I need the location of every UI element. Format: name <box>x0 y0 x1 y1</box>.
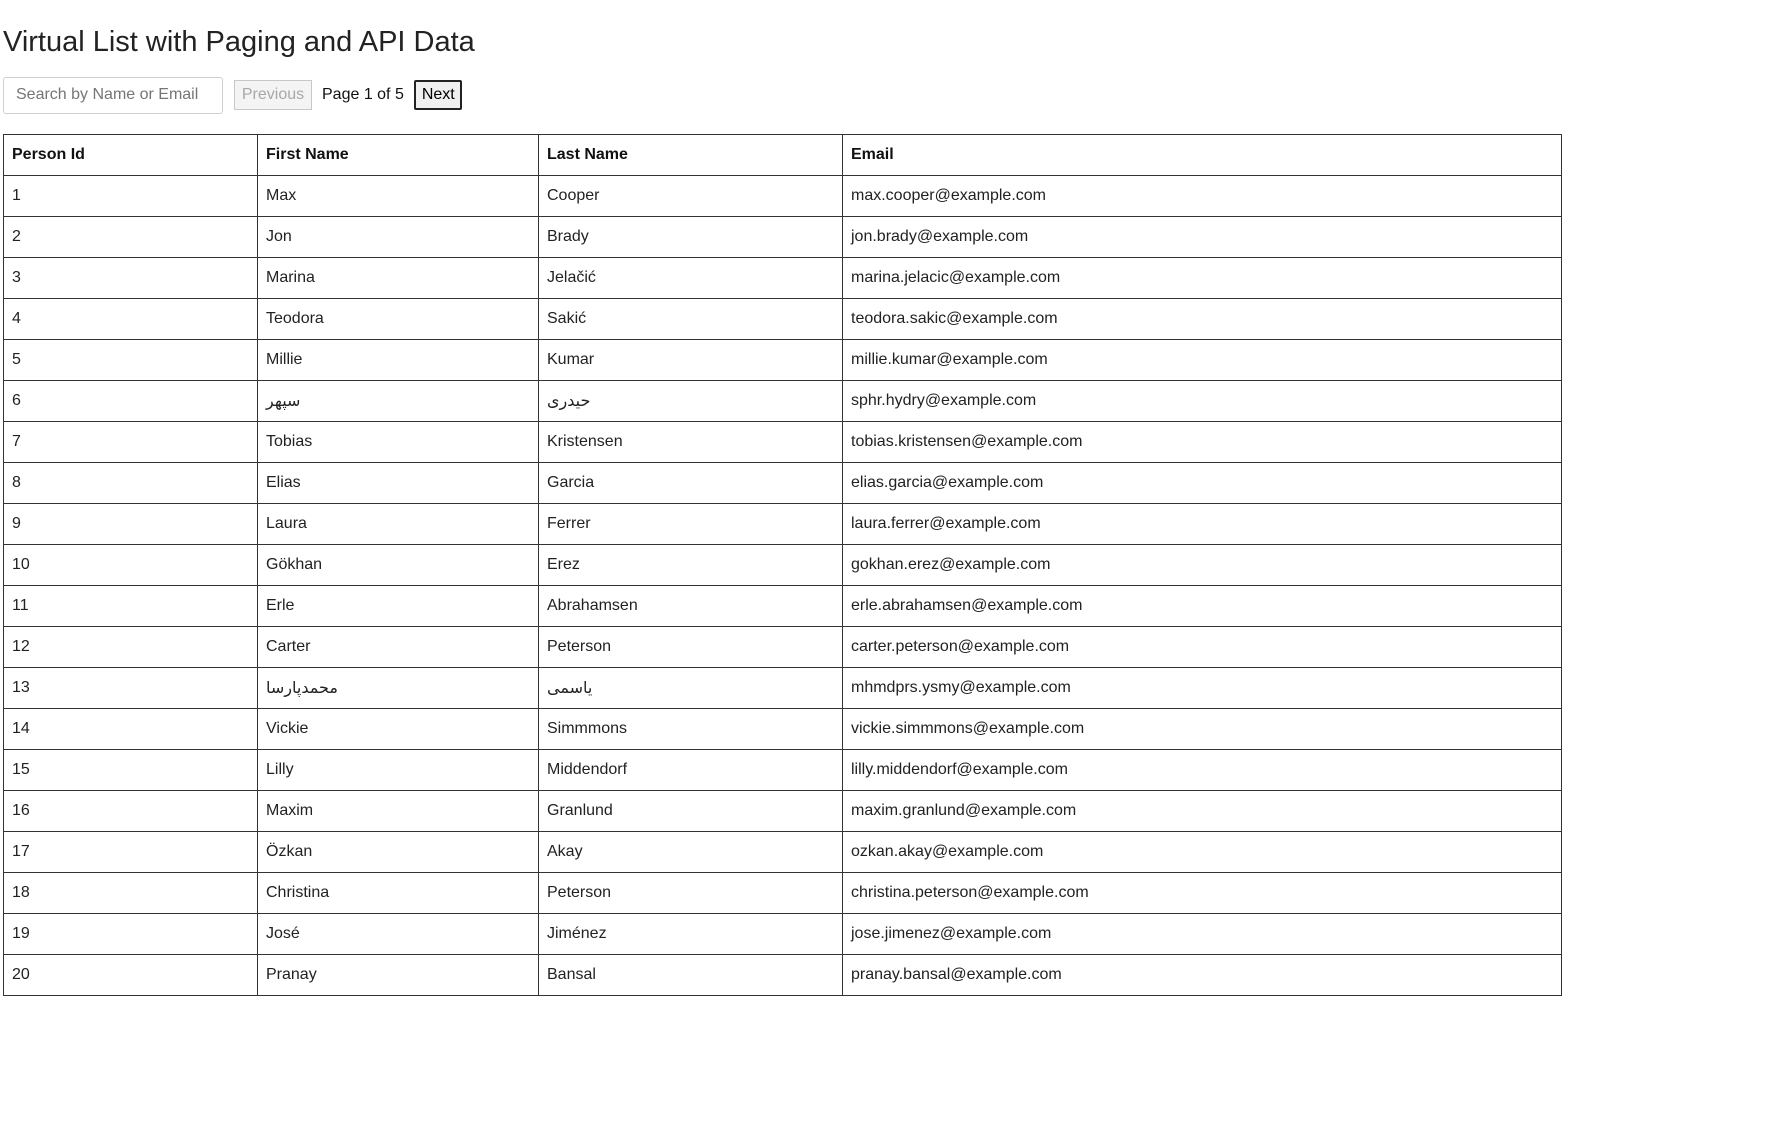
cell-email: laura.ferrer@example.com <box>843 504 1562 545</box>
cell-email: tobias.kristensen@example.com <box>843 422 1562 463</box>
cell-last-name: Kristensen <box>539 422 843 463</box>
table-header-row <box>4 135 1562 176</box>
column-header-first-name: First Name <box>258 135 539 176</box>
cell-first-name: Gökhan <box>258 545 539 586</box>
cell-person-id: 18 <box>4 873 258 914</box>
table-row <box>4 586 1562 627</box>
cell-first-name: Christina <box>258 873 539 914</box>
cell-person-id: 14 <box>4 709 258 750</box>
cell-person-id: 19 <box>4 914 258 955</box>
cell-last-name: Bansal <box>539 955 843 996</box>
table-row <box>4 258 1562 299</box>
table-row <box>4 750 1562 791</box>
cell-last-name: Sakić <box>539 299 843 340</box>
table-row <box>4 504 1562 545</box>
cell-last-name: حیدری <box>539 381 843 422</box>
cell-email: carter.peterson@example.com <box>843 627 1562 668</box>
column-header-last-name: Last Name <box>539 135 843 176</box>
cell-person-id: 16 <box>4 791 258 832</box>
cell-last-name: Brady <box>539 217 843 258</box>
table-body <box>4 176 1562 996</box>
cell-first-name: Pranay <box>258 955 539 996</box>
previous-button[interactable]: Previous <box>234 80 312 110</box>
cell-person-id: 2 <box>4 217 258 258</box>
table-row <box>4 463 1562 504</box>
cell-first-name: Erle <box>258 586 539 627</box>
cell-person-id: 20 <box>4 955 258 996</box>
cell-first-name: Teodora <box>258 299 539 340</box>
cell-last-name: Jiménez <box>539 914 843 955</box>
cell-person-id: 17 <box>4 832 258 873</box>
table-row <box>4 709 1562 750</box>
cell-first-name: Lilly <box>258 750 539 791</box>
cell-person-id: 11 <box>4 586 258 627</box>
cell-last-name: Kumar <box>539 340 843 381</box>
cell-last-name: Peterson <box>539 627 843 668</box>
table-row <box>4 873 1562 914</box>
cell-first-name: Elias <box>258 463 539 504</box>
cell-email: vickie.simmmons@example.com <box>843 709 1562 750</box>
cell-email: teodora.sakic@example.com <box>843 299 1562 340</box>
column-header-person-id: Person Id <box>4 135 258 176</box>
cell-email: millie.kumar@example.com <box>843 340 1562 381</box>
cell-person-id: 6 <box>4 381 258 422</box>
cell-person-id: 15 <box>4 750 258 791</box>
cell-first-name: Özkan <box>258 832 539 873</box>
cell-last-name: Peterson <box>539 873 843 914</box>
cell-first-name: Carter <box>258 627 539 668</box>
cell-last-name: Granlund <box>539 791 843 832</box>
cell-first-name: Marina <box>258 258 539 299</box>
table-row <box>4 299 1562 340</box>
cell-email: elias.garcia@example.com <box>843 463 1562 504</box>
people-table <box>3 134 1562 996</box>
cell-first-name: Millie <box>258 340 539 381</box>
cell-first-name: Max <box>258 176 539 217</box>
cell-first-name: Tobias <box>258 422 539 463</box>
cell-email: maxim.granlund@example.com <box>843 791 1562 832</box>
cell-person-id: 9 <box>4 504 258 545</box>
page-title: Virtual List with Paging and API Data <box>3 26 475 58</box>
cell-person-id: 13 <box>4 668 258 709</box>
cell-last-name: Garcia <box>539 463 843 504</box>
cell-last-name: Cooper <box>539 176 843 217</box>
cell-email: pranay.bansal@example.com <box>843 955 1562 996</box>
table-row <box>4 217 1562 258</box>
cell-last-name: Abrahamsen <box>539 586 843 627</box>
cell-last-name: Jelačić <box>539 258 843 299</box>
page-indicator: Page 1 of 5 <box>322 86 404 103</box>
cell-first-name: Maxim <box>258 791 539 832</box>
cell-email: ozkan.akay@example.com <box>843 832 1562 873</box>
cell-last-name: Middendorf <box>539 750 843 791</box>
table-row <box>4 176 1562 217</box>
cell-person-id: 8 <box>4 463 258 504</box>
table-row <box>4 340 1562 381</box>
toolbar <box>3 77 462 113</box>
cell-email: christina.peterson@example.com <box>843 873 1562 914</box>
table-row <box>4 955 1562 996</box>
table-row <box>4 545 1562 586</box>
cell-person-id: 1 <box>4 176 258 217</box>
table-row <box>4 381 1562 422</box>
cell-email: jose.jimenez@example.com <box>843 914 1562 955</box>
cell-email: max.cooper@example.com <box>843 176 1562 217</box>
cell-first-name: Jon <box>258 217 539 258</box>
cell-last-name: Simmmons <box>539 709 843 750</box>
cell-email: erle.abrahamsen@example.com <box>843 586 1562 627</box>
cell-person-id: 3 <box>4 258 258 299</box>
cell-email: gokhan.erez@example.com <box>843 545 1562 586</box>
table-row <box>4 422 1562 463</box>
cell-email: mhmdprs.ysmy@example.com <box>843 668 1562 709</box>
cell-person-id: 4 <box>4 299 258 340</box>
search-input[interactable] <box>3 77 223 114</box>
table-row <box>4 627 1562 668</box>
cell-person-id: 7 <box>4 422 258 463</box>
next-button[interactable]: Next <box>414 80 462 110</box>
cell-first-name: محمدپارسا <box>258 668 539 709</box>
cell-last-name: Akay <box>539 832 843 873</box>
table-row <box>4 914 1562 955</box>
table-row <box>4 668 1562 709</box>
cell-email: lilly.middendorf@example.com <box>843 750 1562 791</box>
cell-first-name: Vickie <box>258 709 539 750</box>
cell-person-id: 5 <box>4 340 258 381</box>
table-row <box>4 832 1562 873</box>
cell-first-name: Laura <box>258 504 539 545</box>
cell-email: marina.jelacic@example.com <box>843 258 1562 299</box>
cell-person-id: 10 <box>4 545 258 586</box>
cell-email: jon.brady@example.com <box>843 217 1562 258</box>
cell-last-name: یاسمی <box>539 668 843 709</box>
cell-last-name: Ferrer <box>539 504 843 545</box>
cell-first-name: José <box>258 914 539 955</box>
column-header-email: Email <box>843 135 1562 176</box>
table-row <box>4 791 1562 832</box>
cell-first-name: سپهر <box>258 381 539 422</box>
cell-email: sphr.hydry@example.com <box>843 381 1562 422</box>
cell-person-id: 12 <box>4 627 258 668</box>
cell-last-name: Erez <box>539 545 843 586</box>
